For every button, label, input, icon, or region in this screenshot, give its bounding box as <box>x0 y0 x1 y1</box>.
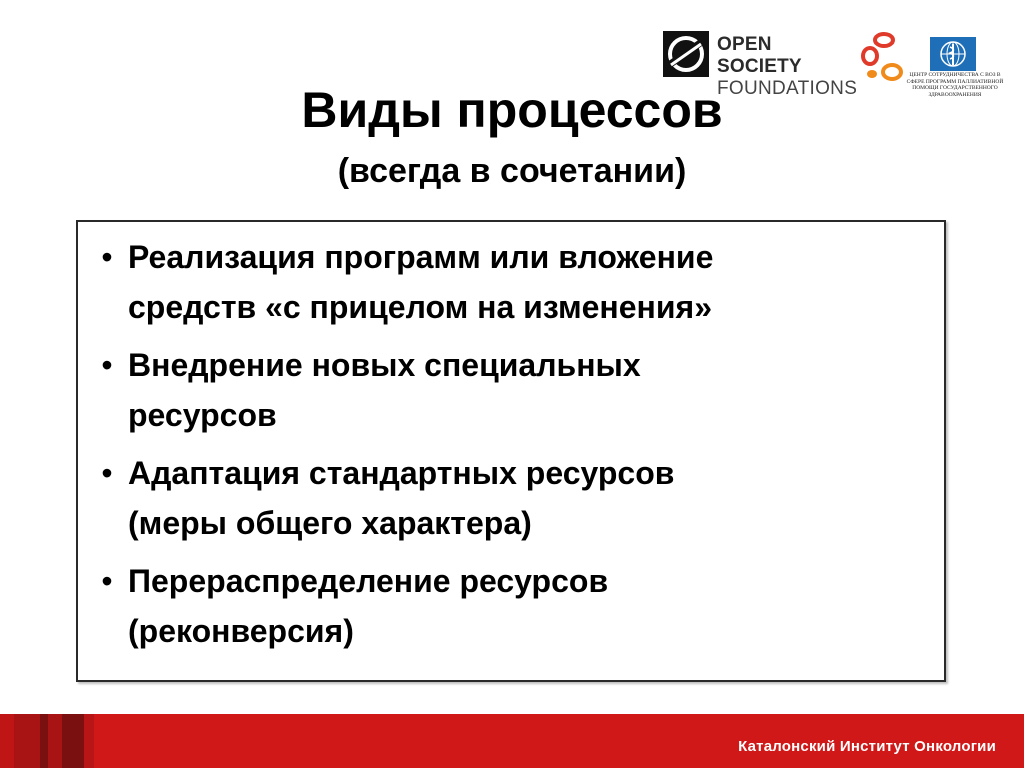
bullet-icon: • <box>101 563 113 599</box>
content-box <box>76 220 946 682</box>
bullet-line: Адаптация стандартных ресурсов <box>128 455 675 491</box>
bullet-list <box>78 222 944 656</box>
footer-stripe <box>84 714 94 768</box>
bullet-item <box>86 448 924 548</box>
bullet-item <box>86 556 924 656</box>
footer-bar <box>0 714 1024 768</box>
osf-logo-line1: OPEN SOCIETY <box>717 34 802 77</box>
bullet-line: (меры общего характера) <box>128 505 532 541</box>
bullet-line: Реализация программ или вложение <box>128 239 714 275</box>
bullet-line: средств «с прицелом на изменения» <box>128 289 713 325</box>
rings-logo <box>858 28 906 84</box>
footer-institution-name: Каталонский Институт Онкологии <box>738 738 996 755</box>
bullet-icon: • <box>101 239 113 275</box>
bullet-line: ресурсов <box>128 397 277 433</box>
footer-stripe <box>0 714 14 768</box>
footer-stripe <box>40 714 48 768</box>
who-logo-caption: ЦЕНТР СОТРУДНИЧЕСТВА С ВОЗ В СФЕРЕ ПРОГРАММ ПАЛЛИАТИВНОЙ ПОМОЩИ ГОСУДАРСТВЕННОГО ЗДРАВООХРАНЕНИЯ <box>906 72 1004 98</box>
slide-subtitle: (всегда в сочетании) <box>337 152 687 190</box>
open-society-foundations-logo <box>663 31 858 99</box>
footer-stripe <box>62 714 84 768</box>
bullet-line: Внедрение новых специальных <box>128 347 641 383</box>
bullet-icon: • <box>101 347 113 383</box>
footer-stripe <box>48 714 62 768</box>
osf-logo-mark <box>663 31 709 77</box>
bullet-item <box>86 232 924 332</box>
bullet-line: Перераспределение ресурсов <box>128 563 609 599</box>
osf-logo-line2: FOUNDATIONS <box>717 78 858 99</box>
footer-stripe <box>14 714 40 768</box>
slide-title: Виды процессов <box>301 82 723 138</box>
bullet-icon: • <box>101 455 113 491</box>
bullet-line: (реконверсия) <box>128 613 354 649</box>
who-emblem-logo <box>930 37 976 71</box>
bullet-item <box>86 340 924 440</box>
